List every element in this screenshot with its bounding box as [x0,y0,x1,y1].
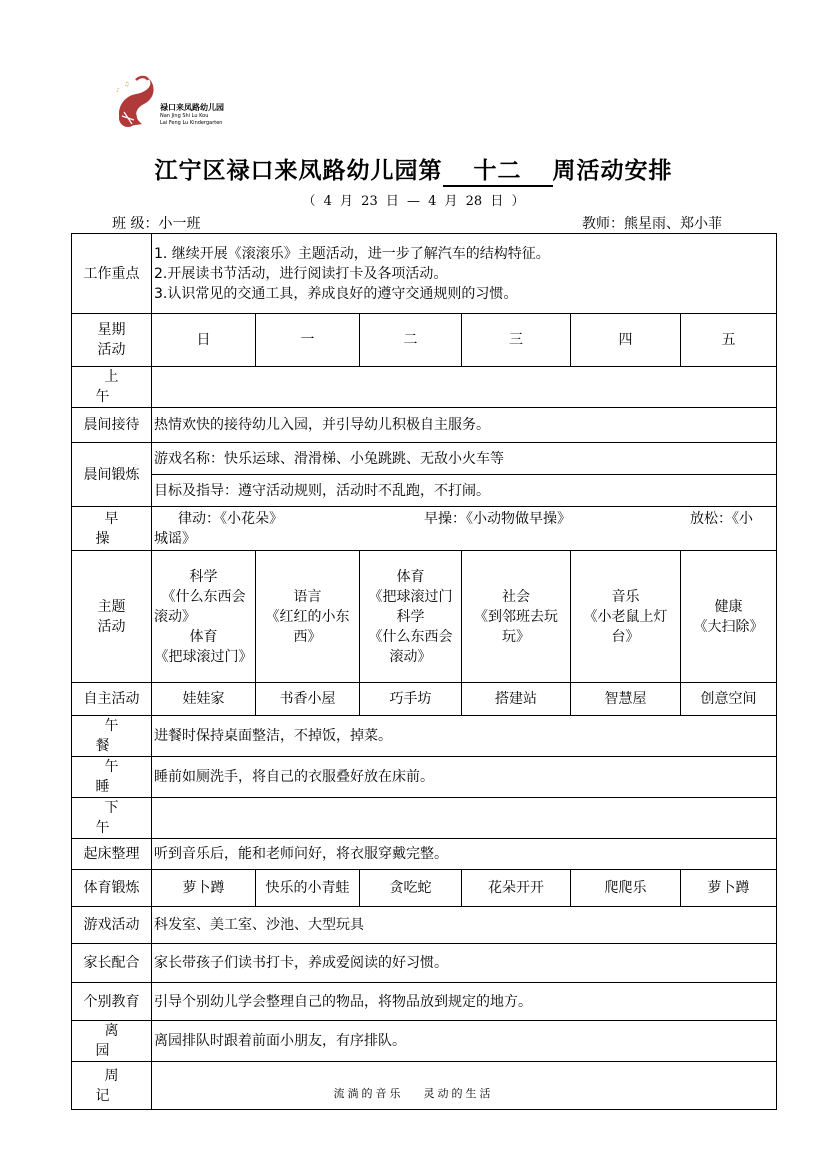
leave-label-text: 离 园 [95,1023,137,1059]
exercise-goal-row [72,475,777,507]
pe-item: 贪吃蛇 [360,870,462,907]
pe-row [72,870,777,907]
theme-line: 滚动》 [389,648,432,665]
lunch-text: 进餐时保持桌面整洁，不掉饭，掉菜。 [152,716,777,757]
focus-item: 1. 继续开展《滚滚乐》主题活动，进一步了解汽车的结构特征。 [154,245,550,262]
free-play-row [72,683,777,716]
theme-line: 《什么东西会 [368,628,453,645]
drill-label [72,507,152,551]
free-play-item: 创意空间 [681,683,777,716]
family-label: 家长配合 [72,944,152,983]
logo-name: 禄口来凤路幼儿园 [160,103,224,112]
theme-line: 健康 [714,598,743,615]
games-text: 科发室、美工室、沙池、大型玩具 [152,907,777,944]
day-header: 一 [256,314,360,367]
logo-english-line2: Lai Feng Lu Kindergarten [160,120,223,126]
focus-item: 3.认识常见的交通工具，养成良好的遵守交通规则的习惯。 [154,285,518,302]
footer-slogan [0,1085,827,1101]
theme-line: 西》 [293,628,322,645]
afternoon-row [72,798,777,839]
pe-item: 花朵开开 [462,870,571,907]
pe-item: 萝卜蹲 [152,870,256,907]
theme-line: 《什么东西会 [161,588,246,605]
focus-item: 2.开展读书节活动，进行阅读打卡及各项活动。 [154,265,448,282]
page-title [0,152,827,187]
pe-item: 萝卜蹲 [681,870,777,907]
theme-label-line2: 活动 [97,618,126,635]
pe-label: 体育锻炼 [72,870,152,907]
exercise-games: 游戏名称：快乐运球、滑滑梯、小兔跳跳、无敌小火车等 [152,443,777,475]
exercise-goal: 目标及指导：遵守活动规则，活动时不乱跑，不打闹。 [152,475,777,507]
theme-line: 社会 [502,588,530,605]
leave-row [72,1021,777,1062]
nap-label-text: 午 睡 [95,759,137,795]
logo-mark-icon [112,72,158,130]
theme-line: 体育 [189,628,218,645]
lunch-label [72,716,152,757]
nap-text: 睡前如厕洗手，将自己的衣服叠好放在床前。 [152,757,777,798]
svg-text:♪: ♪ [116,87,120,94]
games-row [72,907,777,944]
leave-label [72,1021,152,1062]
wakeup-text: 听到音乐后，能和老师问好，将衣服穿戴完整。 [152,839,777,870]
family-row [72,944,777,983]
pe-item: 爬爬乐 [571,870,681,907]
theme-label [72,551,152,683]
free-play-item: 搭建站 [462,683,571,716]
family-text: 家长带孩子们读书打卡，养成爱阅读的好习惯。 [152,944,777,983]
footer-right: 灵动的生活 [423,1087,494,1100]
theme-cell [681,551,777,683]
morning-content [152,367,777,408]
theme-cell [152,551,256,683]
free-play-item: 智慧屋 [571,683,681,716]
lunch-row [72,716,777,757]
class-label: 班 级：小一班 [112,216,201,232]
theme-line: 《红红的小东 [265,608,350,625]
drill-label-text: 早 操 [95,510,137,547]
theme-line: 滚动》 [154,608,196,625]
theme-line: 《大扫除》 [693,618,764,635]
free-play-item: 巧手坊 [360,683,462,716]
title-suffix: 周活动安排 [552,157,673,184]
reception-label: 晨间接待 [72,408,152,443]
title-week-number: 十二 [443,152,553,187]
theme-line: 体育 [396,568,425,585]
theme-line: 《把球滚过门 [368,588,453,605]
drill-line2: 城谣》 [154,530,196,547]
theme-line: 科学 [189,568,218,585]
theme-line: 台》 [611,628,640,645]
theme-line: 《到邻班去玩 [474,608,558,625]
free-play-item: 娃娃家 [152,683,256,716]
day-header: 五 [681,314,777,367]
afternoon-label [72,798,152,839]
theme-line: 语言 [293,588,322,605]
wakeup-label: 起床整理 [72,839,152,870]
theme-line: 音乐 [611,588,640,605]
footer-left: 流淌的音乐 [333,1087,404,1100]
day-header: 二 [360,314,462,367]
lunch-label-text: 午 餐 [95,718,137,754]
individual-row [72,983,777,1021]
theme-cell [462,551,571,683]
games-label: 游戏活动 [72,907,152,944]
focus-row [72,234,777,314]
afternoon-content [152,798,777,839]
date-range: （ 4 月 23 日 — 4 月 28 日 ） [302,194,525,209]
exercise-row [72,443,777,475]
theme-line: 《小老鼠上灯 [583,608,668,625]
theme-cell [256,551,360,683]
drill-content [152,507,777,551]
morning-label [72,367,152,408]
focus-content [152,234,777,314]
nap-label [72,757,152,798]
notes-label-text: 周 记 [95,1067,137,1104]
wakeup-row [72,839,777,870]
theme-line: 《把球滚过门》 [154,648,253,665]
drill-rhythm: 律动：《小花朵》 [178,510,283,527]
day-header: 四 [571,314,681,367]
day-header: 日 [152,314,256,367]
theme-label-line1: 主题 [97,598,126,615]
individual-text: 引导个别幼儿学会整理自己的物品，将物品放到规定的地方。 [152,983,777,1021]
free-play-label: 自主活动 [72,683,152,716]
svg-text:♫: ♫ [124,81,130,88]
header-label-line1: 星期 [97,322,126,338]
morning-row [72,367,777,408]
drill-morning-exercise: 早操：《小动物做早操》 [424,510,571,527]
theme-cell [360,551,462,683]
focus-label: 工作重点 [72,234,152,314]
header-label-line2: 活动 [97,342,126,358]
day-header: 三 [462,314,571,367]
theme-line: 玩》 [502,628,530,645]
header-label [72,314,152,367]
morning-label-text: 上 午 [95,369,137,405]
nap-row [72,757,777,798]
leave-text: 离园排队时跟着前面小朋友，有序排队。 [152,1021,777,1062]
teacher-label: 教师：熊星雨、郑小菲 [582,216,722,232]
title-prefix: 江宁区禄口来凤路幼儿园第 [154,157,443,184]
theme-line: 科学 [396,608,425,625]
header-row [72,314,777,367]
individual-label: 个别教育 [72,983,152,1021]
pe-item: 快乐的小青蛙 [256,870,360,907]
kindergarten-logo [112,72,242,132]
reception-row [72,408,777,443]
exercise-label: 晨间锻炼 [72,443,152,507]
schedule-table [71,233,777,1110]
reception-text: 热情欢快的接待幼儿入园，并引导幼儿积极自主服务。 [152,408,777,443]
theme-row [72,551,777,683]
theme-cell [571,551,681,683]
logo-english-line1: Nan Jing Shi Lu Kou [160,113,209,119]
drill-row [72,507,777,551]
drill-relax: 放松：《小 [690,510,753,527]
afternoon-label-text: 下 午 [95,800,137,836]
free-play-item: 书香小屋 [256,683,360,716]
